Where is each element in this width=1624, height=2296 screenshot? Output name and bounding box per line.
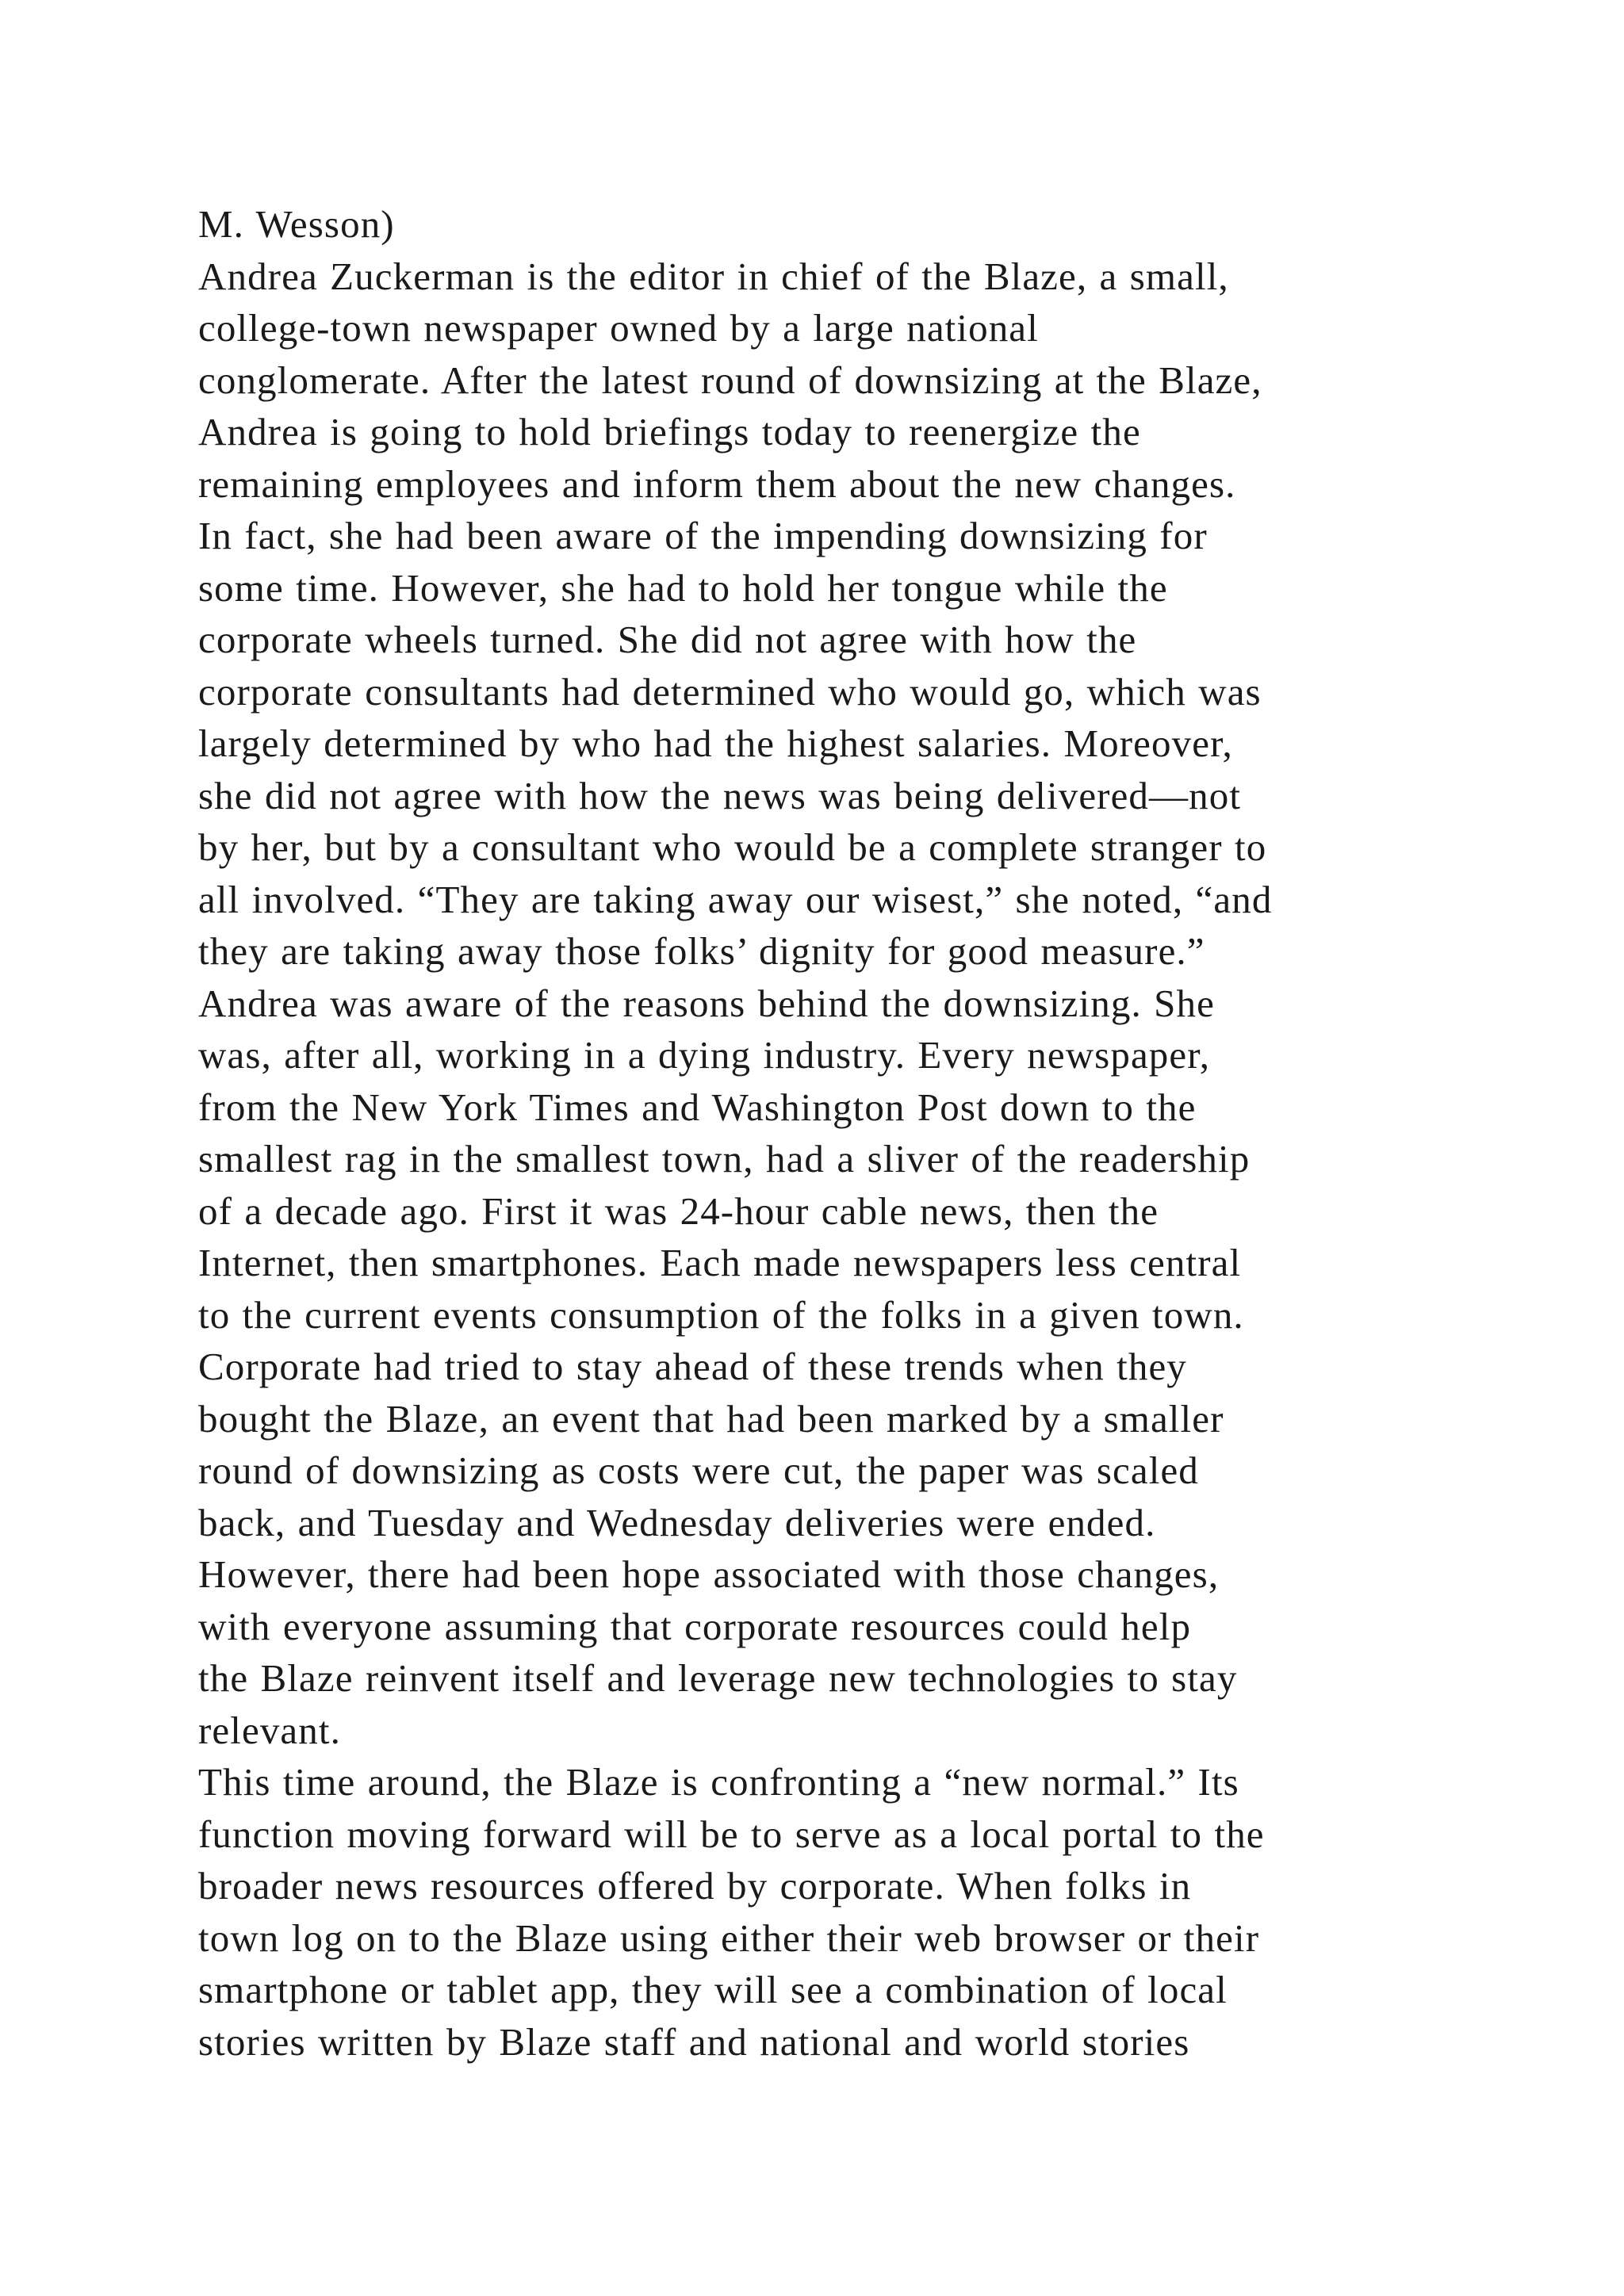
text-line: relevant. [198, 1708, 341, 1752]
text-line: bought the Blaze, an event that had been marked by a smaller [198, 1396, 1224, 1441]
text-line: the Blaze reinvent itself and leverage new technologies to stay [198, 1656, 1238, 1700]
text-line: broader news resources offered by corporate. When folks in [198, 1864, 1192, 1908]
text-line: However, there had been hope associated with those changes, [198, 1552, 1220, 1596]
text-line: they are taking away those folks’ dignity for good measure.” [198, 929, 1205, 973]
text-line: Andrea is going to hold briefings today to reenergize the [198, 410, 1141, 453]
text-line: corporate consultants had determined who would go, which was [198, 669, 1262, 714]
text-line: was, after all, working in a dying industry. Every newspaper, [198, 1033, 1211, 1077]
text-line: from the New York Times and Washington Post down to the [198, 1085, 1197, 1129]
text-line: all involved. “They are taking away our wisest,” she noted, “and [198, 877, 1273, 921]
text-line: stories written by Blaze staff and national and world stories [198, 2019, 1190, 2064]
text-line: This time around, the Blaze is confronting a “new normal.” Its [198, 1760, 1239, 1804]
text-line: smallest rag in the smallest town, had a sliver of the readership [198, 1137, 1251, 1181]
text-line: with everyone assuming that corporate resources could help [198, 1604, 1192, 1648]
text-line: smartphone or tablet app, they will see a combination of local [198, 1968, 1228, 2011]
text-line: college-town newspaper owned by a large national [198, 306, 1039, 350]
text-line: Andrea Zuckerman is the editor in chief of the Blaze, a small, [198, 254, 1229, 298]
text-line: remaining employees and inform them about the new changes. [198, 461, 1236, 506]
text-line: of a decade ago. First it was 24-hour cable news, then the [198, 1188, 1159, 1233]
text-line: M. Wesson) [198, 202, 395, 246]
text-line: corporate wheels turned. She did not agree with how the [198, 618, 1137, 661]
text-line: Internet, then smartphones. Each made newspapers less central [198, 1241, 1242, 1284]
text-line: by her, but by a consultant who would be a complete stranger to [198, 825, 1267, 869]
text-line: largely determined by who had the highest salaries. Moreover, [198, 721, 1233, 765]
text-line: Andrea was aware of the reasons behind the downsizing. She [198, 981, 1215, 1025]
text-line: town log on to the Blaze using either their web browser or their [198, 1915, 1260, 1960]
text-line: round of downsizing as costs were cut, the paper was scaled [198, 1448, 1199, 1492]
text-line: to the current events consumption of the folks in a given town. [198, 1292, 1244, 1337]
text-line: she did not agree with how the news was being delivered—not [198, 773, 1242, 817]
text-line: conglomerate. After the latest round of downsizing at the Blaze, [198, 358, 1262, 402]
text-line: some time. However, she had to hold her tongue while the [198, 565, 1168, 610]
text-line: In fact, she had been aware of the impending downsizing for [198, 514, 1208, 557]
text-line: function moving forward will be to serve as a local portal to the [198, 1812, 1265, 1856]
text-line: Corporate had tried to stay ahead of these trends when they [198, 1345, 1187, 1388]
text-line: back, and Tuesday and Wednesday deliveries were ended. [198, 1500, 1156, 1544]
body-text [198, 198, 1507, 2068]
